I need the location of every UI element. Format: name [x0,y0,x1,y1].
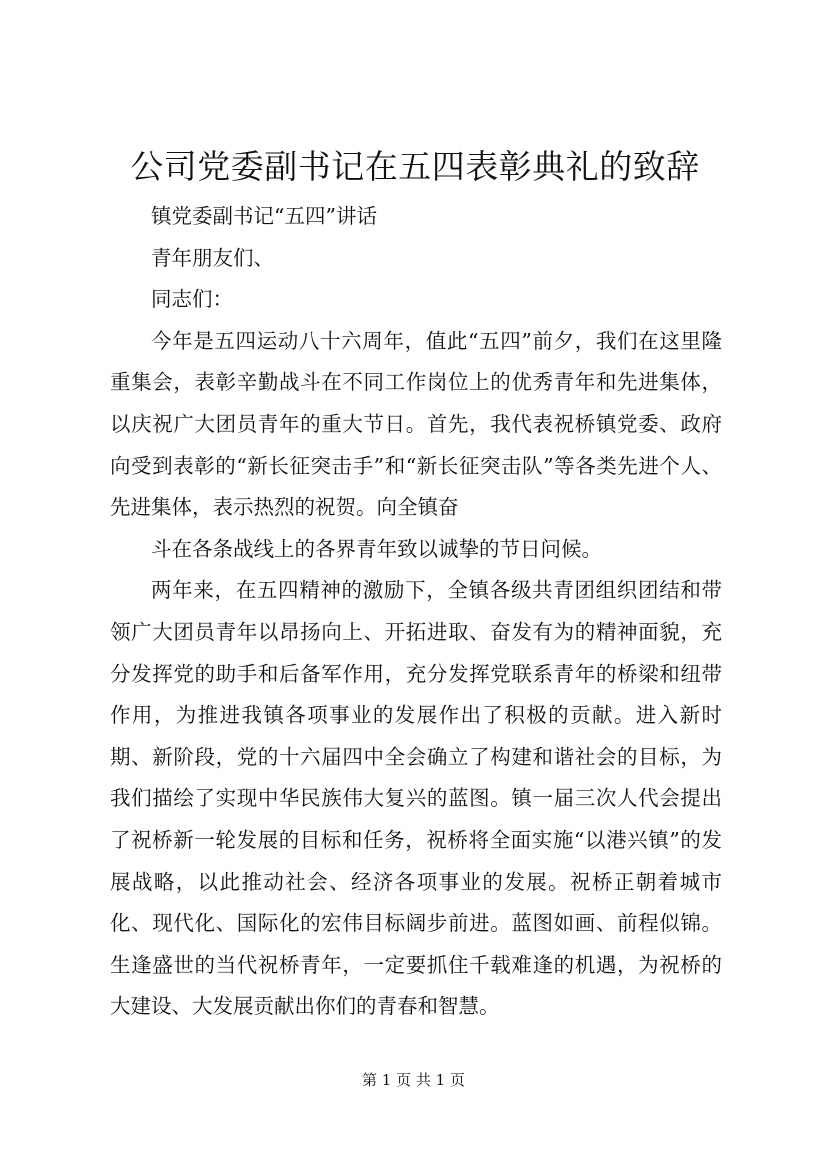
paragraph-review: 两年来，在五四精神的激励下，全镇各级共青团组织团结和带领广大团员青年以昂扬向上、开拓进取、奋发有为的精神面貌，充分发挥党的助手和后备军作用，充分发挥党联系青年的桥梁和纽带作用，为推进我镇各项事业的发展作出了积极的贡献。进入新时期、新阶段，党的十六届四中全会确立了构建和谐社会的目标，为我们描绘了实现中华民族伟大复兴的蓝图。镇一届三次人代会提出了祝桥新一轮发展的目标和任务，祝桥将全面实施“以港兴镇”的发展战略，以此推动社会、经济各项事业的发展。祝桥正朝着城市化、现代化、国际化的宏伟目标阔步前进。蓝图如画、前程似锦。生逢盛世的当代祝桥青年，一定要抓住千载难逢的机遇，为祝桥的大建设、大发展贡献出你们的青春和智慧。 [110,578,722,1019]
paragraph-greeting: 斗在各条战线上的各界青年致以诚挚的节日问候。 [151,536,602,561]
paragraph-subtitle: 镇党委副书记“五四”讲话 [151,204,377,228]
document-title: 公司党委副书记在五四表彰典礼的致辞 [130,147,700,186]
document-body [110,196,722,1028]
paragraph-salutation-2: 同志们： [151,287,233,312]
paragraph-opening: 今年是五四运动八十六周年，值此“五四”前夕，我们在这里隆重集会，表彰辛勤战斗在不同工作岗位上的优秀青年和先进集体，以庆祝广大团员青年的重大节日。首先，我代表祝桥镇党委、政府向受到表彰的“新长征突击手”和“新长征突击队”等各类先进个人、先进集体，表示热烈的祝贺。向全镇奋 [110,328,722,520]
page-number-footer: 第 1 页 共 1 页 [362,1071,465,1089]
paragraph-salutation-1: 青年朋友们、 [151,245,274,270]
